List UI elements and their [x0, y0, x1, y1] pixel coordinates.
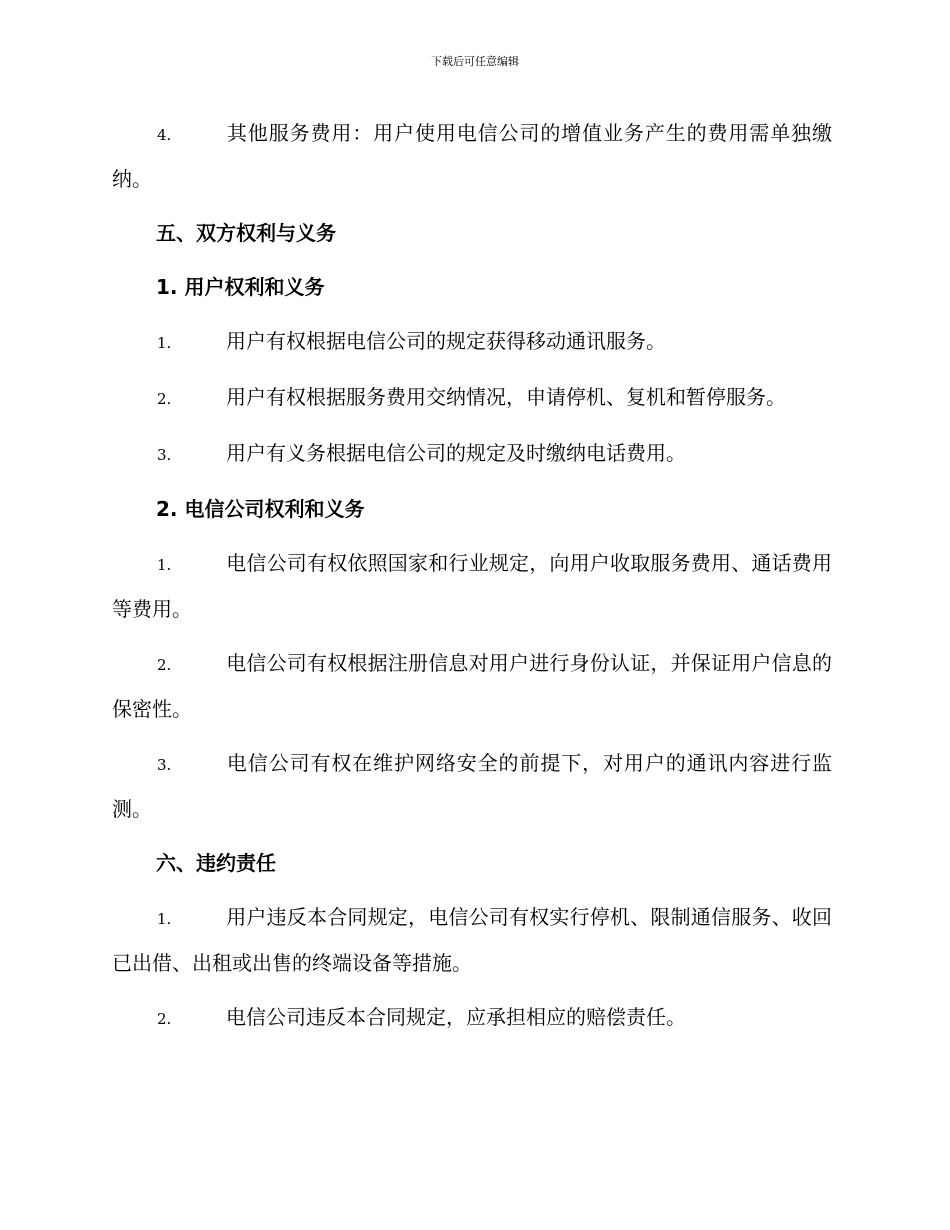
list-item-number: 1.: [157, 910, 172, 928]
list-item-text: 电信公司有权在维护网络安全的前提下，对用户的通讯内容进行监测。: [112, 751, 832, 821]
list-item-text: 用户有权根据电信公司的规定获得移动通讯服务。: [226, 329, 666, 353]
list-item-number: 1.: [157, 556, 172, 574]
list-item-number: 2.: [157, 656, 172, 674]
list-item-text: 电信公司违反本合同规定，应承担相应的赔偿责任。: [226, 1005, 686, 1029]
page-header: 下载后可任意编辑: [431, 55, 519, 68]
list-item: [112, 895, 832, 985]
list-item: [112, 641, 832, 731]
list-item: [112, 111, 832, 201]
list-item-number: 2.: [157, 390, 172, 408]
list-item-text: 电信公司有权依照国家和行业规定，向用户收取服务费用、通话费用等费用。: [112, 551, 832, 621]
subsection-heading: 1. 用户权利和义务: [156, 275, 325, 299]
list-item: [112, 319, 832, 365]
section-heading: 五、双方权利与义务: [156, 221, 336, 245]
list-item-number: 3.: [157, 756, 172, 774]
list-item-text: 电信公司有权根据注册信息对用户进行身份认证，并保证用户信息的保密性。: [112, 651, 832, 721]
list-item-number: 4.: [157, 126, 172, 144]
list-item: [112, 375, 832, 421]
list-item: [112, 741, 832, 831]
list-item-number: 1.: [157, 334, 172, 352]
subsection-heading: 2. 电信公司权利和义务: [156, 497, 365, 521]
list-item-number: 3.: [157, 446, 172, 464]
list-item: [112, 431, 832, 477]
list-item: [112, 541, 832, 631]
list-item-text: 用户有权根据服务费用交纳情况，申请停机、复机和暂停服务。: [226, 385, 786, 409]
document-body: [112, 111, 832, 1041]
list-item-number: 2.: [157, 1010, 172, 1028]
list-item-text: 用户有义务根据电信公司的规定及时缴纳电话费用。: [226, 441, 686, 465]
list-item-text: 用户违反本合同规定，电信公司有权实行停机、限制通信服务、收回已出借、出租或出售的终端设备等措施。: [112, 905, 832, 975]
list-item: [112, 995, 832, 1041]
section-heading: 六、违约责任: [156, 851, 276, 875]
list-item-text: 其他服务费用：用户使用电信公司的增值业务产生的费用需单独缴纳。: [112, 121, 832, 191]
